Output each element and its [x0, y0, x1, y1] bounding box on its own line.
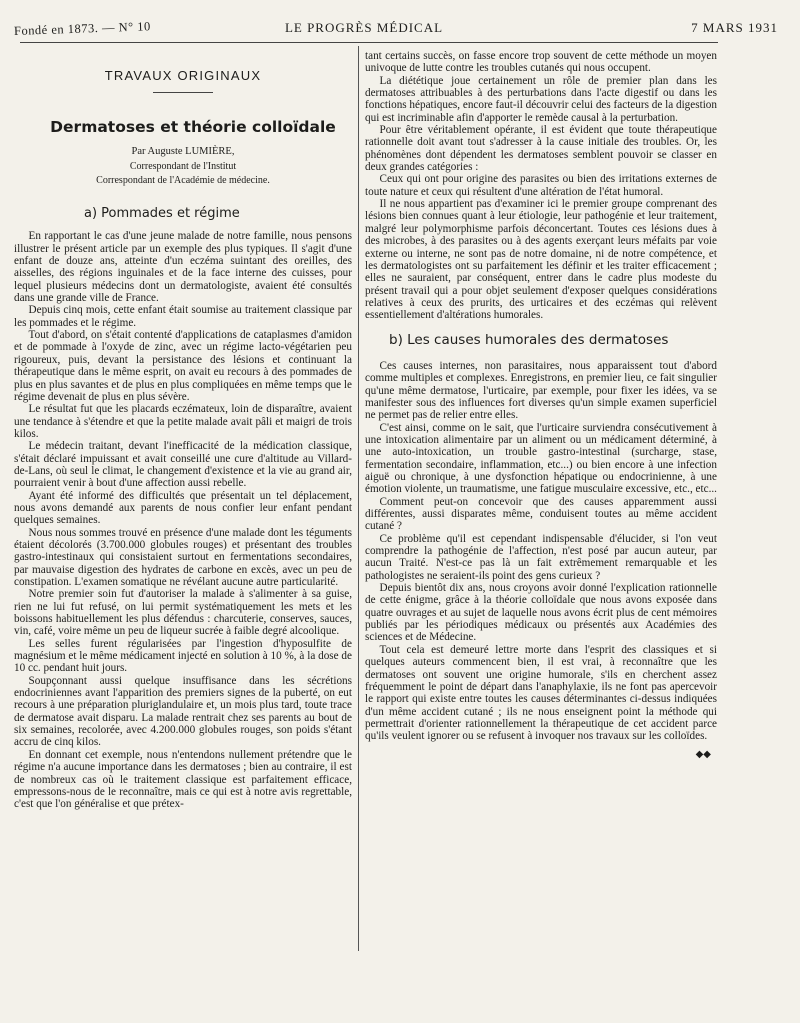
author-affiliation-1: Correspondant de l'Institut	[129, 161, 237, 173]
section-label: TRAVAUX ORIGINAUX	[104, 68, 262, 83]
paragraph: Comment peut-on concevoir que des causes apparemment aussi différentes, aussi disparates même, conduisent toutes au même accident cutané ?	[365, 495, 717, 533]
paragraph: Depuis cinq mois, cette enfant était soumise au traitement classique par les pommades et le régime.	[14, 304, 352, 329]
paragraph: Nous nous sommes trouvé en présence d'une malade dont les téguments étaient décolorés (3.700.000 globules rouges) et présentant des troubles gastro-intestinaux qui consistaient surtout en fermentations secondaires, par mauvaise digestion des hydrates de carbone en excès, avec un peu de constipation. L'examen somatique ne révélant aucune autre particularité.	[14, 526, 352, 588]
author-byline: Par Auguste LUMIÈRE,	[131, 145, 235, 157]
section-a-heading: a) Pommades et régime	[84, 206, 240, 222]
paragraph: Il ne nous appartient pas d'examiner ici le premier groupe comprenant des lésions bien connues quant à leur étiologie, leur pathogénie et leur traitement, malgré leur polymorphisme parfois déconcertant. Toutes ces lésions dues à des microbes, à des parasites ou à des agents exerçant leurs méfaits par voie externe ou interne, ne sont pas de notre domaine, ni de notre compétence, et les dermatologistes ont su parfaitement les définir et les traiter efficacement ; elles ne sauraient, par conséquent, entrer dans le cadre plus modeste du présent travail qui a pour objet seulement d'exposer quelques considérations relatives à ceux des prurits, des urticaires et des eczémas qui relèvent essentiellement d'altérations humorales.	[365, 198, 717, 322]
author-affiliation-2: Correspondant de l'Académie de médecine.	[96, 175, 270, 187]
paragraph: Soupçonnant aussi quelque insuffisance dans les sécrétions endocriniennes avant l'apparition des premiers signes de la puberté, on eut recours à une préparation pluriglandulaire et, un mois plus tard, toute trace de dermatose avait disparu. La malade rentrait chez ses parents au bout de six semaines, recolorée, avec 4.200.000 globules rouges, son poids s'étant accru de cinq kilos.	[14, 674, 352, 749]
paragraph: C'est ainsi, comme on le sait, que l'urticaire surviendra consécutivement à une intoxication alimentaire par un aliment ou un médicament déterminé, à une auto-intoxication, un trouble gastro-intestinal (surcharge, stase, fermentation secondaire, inflammation, etc...) ou bien encore à une infection aiguë ou chronique, à une dysfonction hépatique ou endocrinienne, à une émotion violente, un traumatisme, une fatigue musculaire excessive, etc., etc...	[365, 421, 717, 496]
paragraph: Ayant été informé des difficultés que présentait un tel déplacement, nous avons demandé aux parents de nous confier leur enfant pendant quelques semaines.	[14, 489, 352, 527]
paragraph: Tout d'abord, on s'était contenté d'applications de cataplasmes d'amidon et de pommade à l'oxyde de zinc, avec un régime lacto-végétarien peu rigoureux, puis, devant la persistance des lésions et continuant la thérapeutique dans le même esprit, on avait eu recours à des pommades de plus en plus savantes et de plus en plus compliquées en même temps que le régime devenait de plus en plus sévère.	[14, 329, 352, 403]
section-a-continued	[365, 50, 717, 322]
paragraph: Depuis bientôt dix ans, nous croyons avoir donné l'explication rationnelle de cette énigme, grâce à la théorie colloïdale que nous avons exposée dans quatre ouvrages et au sujet de laquelle nous avons écrit plus de cent mémoires publiés par les périodiques médicaux ou présentés aux Académies des sciences et de Médecine.	[365, 582, 717, 644]
article-title: Dermatoses et théorie colloïdale	[50, 118, 336, 137]
paragraph: La diététique joue certainement un rôle de premier plan dans les dermatoses attribuables à des perturbations dans l'acte digestif ou dans les fonctions hépatiques, encore faut-il découvrir celui des facteurs de la digestion qui est incriminable afin d'apporter le remède causal à la perturbation.	[365, 74, 717, 124]
column-divider	[358, 46, 359, 951]
paragraph: Les selles furent régularisées par l'ingestion d'hyposulfite de magnésium et le même médicament injecté en solution à 10 %, à la dose de 10 cc. pendant huit jours.	[14, 637, 352, 675]
end-of-article-mark: ◆◆	[695, 748, 711, 760]
right-column	[365, 50, 717, 761]
paragraph: Ceux qui ont pour origine des parasites ou bien des irritations externes de toute nature et ceux qui résultent d'une altération de l'état humoral.	[365, 173, 717, 198]
issue-date: 7 MARS 1931	[691, 20, 778, 35]
journal-title: LE PROGRÈS MÉDICAL	[284, 20, 444, 35]
paragraph: Notre premier soin fut d'autoriser la malade à s'alimenter à sa guise, rien ne lui fut refusé, on lui permit systématiquement les mets et les boissons habituellement les plus défendus : charcuterie, conserves, sauces, vin, café, voire même un peu de liqueur sucrée à faible degré alcoolique.	[14, 588, 352, 638]
section-rule	[153, 92, 213, 93]
paragraph: tant certains succès, on fasse encore trop souvent de cette méthode un moyen univoque de lutte contre les troubles cutanés qui nous occupent.	[365, 50, 717, 75]
paragraph: Ce problème qu'il est cependant indispensable d'élucider, si l'on veut comprendre la pathogénie de l'affection, n'est posé par aucun auteur, par aucun Traité. N'est-ce pas là un fait extrêmement remarquable et les pathologistes ne seraient-ils point des gens curieux ?	[365, 532, 717, 582]
paragraph: En rapportant le cas d'une jeune malade de notre famille, nous pensons illustrer le présent article par un exemple des plus typiques. Il s'agit d'une enfant de douze ans, atteinte d'un eczéma suintant des oreilles, des aisselles, des régions inguinales et de la face interne des cuisses, pour lequel plusieurs médecins dont un dermatologiste, avaient été consultés dans une grande ville de France.	[14, 230, 352, 305]
paragraph: Pour être véritablement opérante, il est évident que toute thérapeutique rationnelle doit avant tout s'adresser à la cause initiale des troubles. Or, les phénomènes dont dépendent les dermatoses semblent pouvoir se classer en deux grandes catégories :	[365, 124, 717, 174]
founded-note: Fondé en 1873. — N° 10	[13, 19, 151, 38]
left-column	[14, 60, 352, 811]
paragraph: Ces causes internes, non parasitaires, nous apparaissent tout d'abord comme multiples et complexes. Enregistrons, en premier lieu, ce fait singulier qu'une même dermatose, l'urticaire, par exemple, pour fixer les idées, va se manifester sous des influences fort diverses qu'un simple examen superficiel ne permet pas de relier entre elles.	[365, 359, 717, 422]
section-b-body	[365, 360, 717, 743]
section-a-body	[14, 230, 352, 810]
paragraph: Le médecin traitant, devant l'inefficacité de la médication classique, s'était déclaré impuissant et avait conseillé une cure d'altitude au Villard-de-Lans, où seul le climat, le changement d'existence et la vie au grand air, pourraient venir à bout d'une affection aussi rebelle.	[14, 440, 352, 490]
paragraph: En donnant cet exemple, nous n'entendons nullement prétendre que le régime n'a aucune importance dans les dermatoses ; bien au contraire, il est de nombreux cas où le traitement classique est parfaitement efficace, empressons-nous de le reconnaître, mais ce qui est à notre avis regrettable, c'est que l'on généralise et que prétex-	[14, 748, 352, 811]
paragraph: Tout cela est demeuré lettre morte dans l'esprit des classiques et si quelques auteurs commencent bien, il est vrai, à reconnaître que les dermatoses ont souvent une origine humorale, s'ils en cherchent assez fréquemment le point de départ dans l'anaphylaxie, ils ne font pas apercevoir le rapport qui existe entre toutes les causes déterminantes ci-dessus indiquées d'un même accident cutané ; ils ne nous enseignent point la méthode qui permettrait d'orienter rationnellement la thérapeutique de cet accident parce qu'ils veulent ignorer ou se refusent à invoquer nos travaux sur les colloïdes.	[365, 643, 717, 743]
running-head	[13, 19, 778, 38]
header-rule	[20, 42, 718, 43]
section-b-heading: b) Les causes humorales des dermatoses	[389, 331, 669, 348]
paragraph: Le résultat fut que les placards eczémateux, loin de disparaître, avaient une tendance à s'étendre et que la petite malade avait pâli et maigri de trois kilos.	[14, 403, 352, 440]
